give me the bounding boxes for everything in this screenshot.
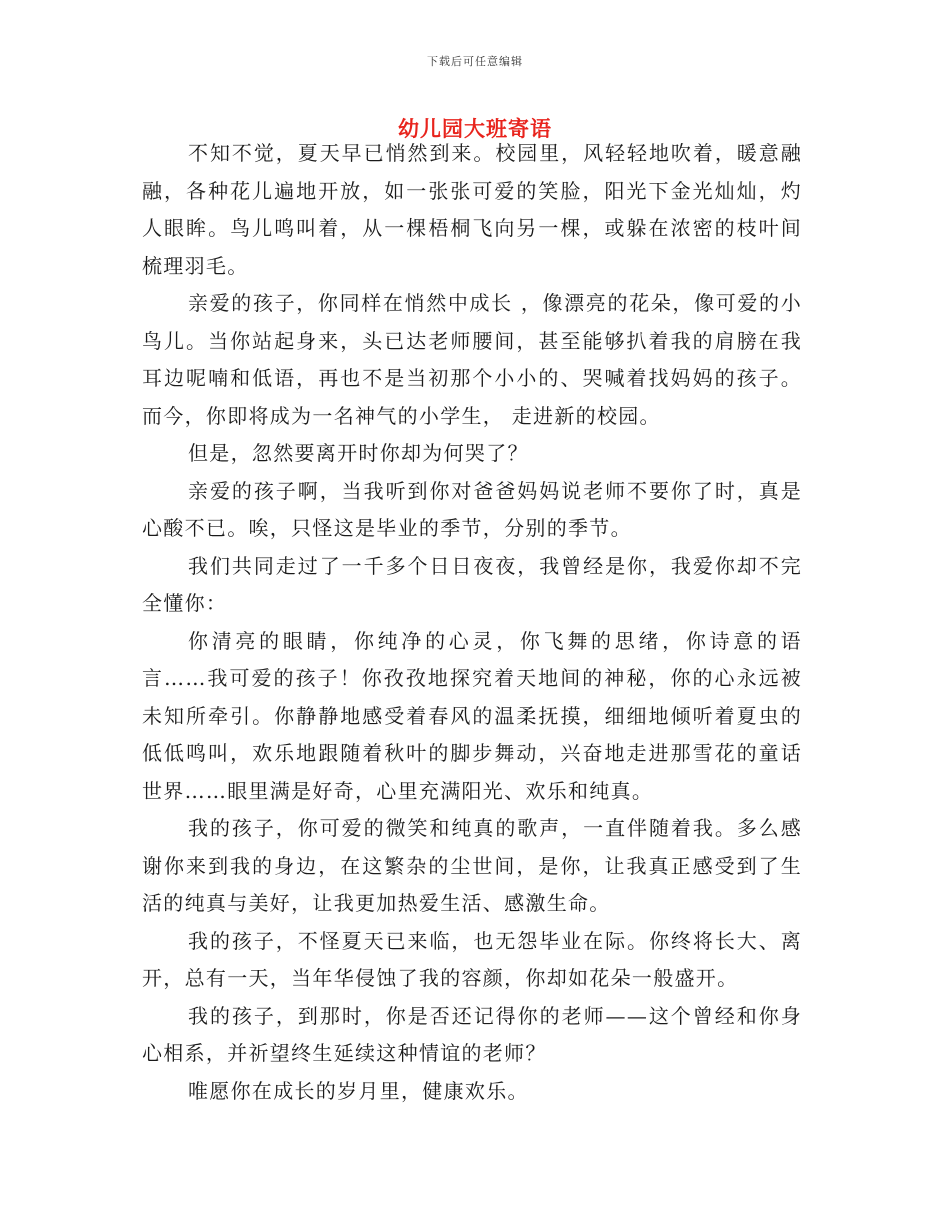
paragraph: 唯愿你在成长的岁月里，健康欢乐。 (188, 1078, 529, 1103)
paragraph: 但是，忽然要离开时你却为何哭了？ (188, 441, 529, 465)
paragraph: 我的孩子，不怪夏天已来临，也无怨毕业在际。你终将长大、离开，总有一天，当年华侵蚀了我的容颜，你却如花朵一般盛开。 (142, 928, 802, 990)
paragraph: 我的孩子，到那时，你是否还记得你的老师——这个曾经和你身心相系，并祈望终生延续这种情谊的老师？ (142, 1003, 802, 1065)
document-body (142, 135, 802, 1110)
paragraph: 我的孩子，你可爱的微笑和纯真的歌声，一直伴随着我。多么感谢你来到我的身边，在这繁杂的尘世间，是你，让我真正感受到了生活的纯真与美好，让我更加热爱生活、感激生命。 (142, 816, 802, 915)
paragraph: 你清亮的眼睛，你纯净的心灵，你飞舞的思绪，你诗意的语言……我可爱的孩子！你孜孜地探究着天地间的神秘，你的心永远被未知所牵引。你静静地感受着春风的温柔抚摸，细细地倾听着夏虫的低低鸣叫，欢乐地跟随着秋叶的脚步舞动，兴奋地走进那雪花的童话世界……眼里满是好奇，心里充满阳光、欢乐和纯真。 (142, 628, 802, 803)
document-title: 幼儿园大班寄语 (398, 116, 552, 141)
paragraph: 亲爱的孩子，你同样在悄然中成长 ，像漂亮的花朵，像可爱的小鸟儿。当你站起身来，头已达老师腰间，甚至能够扒着我的肩膀在我耳边呢喃和低语，再也不是当初那个小小的、哭喊着找妈妈的孩子。而今，你即将成为一名神气的小学生， 走进新的校园。 (142, 291, 802, 428)
page-header: 下载后可任意编辑 (427, 55, 523, 68)
paragraph: 我们共同走过了一千多个日日夜夜，我曾经是你，我爱你却不完全懂你： (142, 553, 802, 615)
paragraph: 不知不觉，夏天早已悄然到来。校园里，风轻轻地吹着，暖意融融，各种花儿遍地开放，如一张张可爱的笑脸，阳光下金光灿灿，灼人眼眸。鸟儿鸣叫着，从一棵梧桐飞向另一棵，或躲在浓密的枝叶间梳理羽毛。 (142, 141, 802, 278)
paragraph: 亲爱的孩子啊，当我听到你对爸爸妈妈说老师不要你了时，真是心酸不已。唉，只怪这是毕业的季节，分别的季节。 (142, 478, 802, 540)
